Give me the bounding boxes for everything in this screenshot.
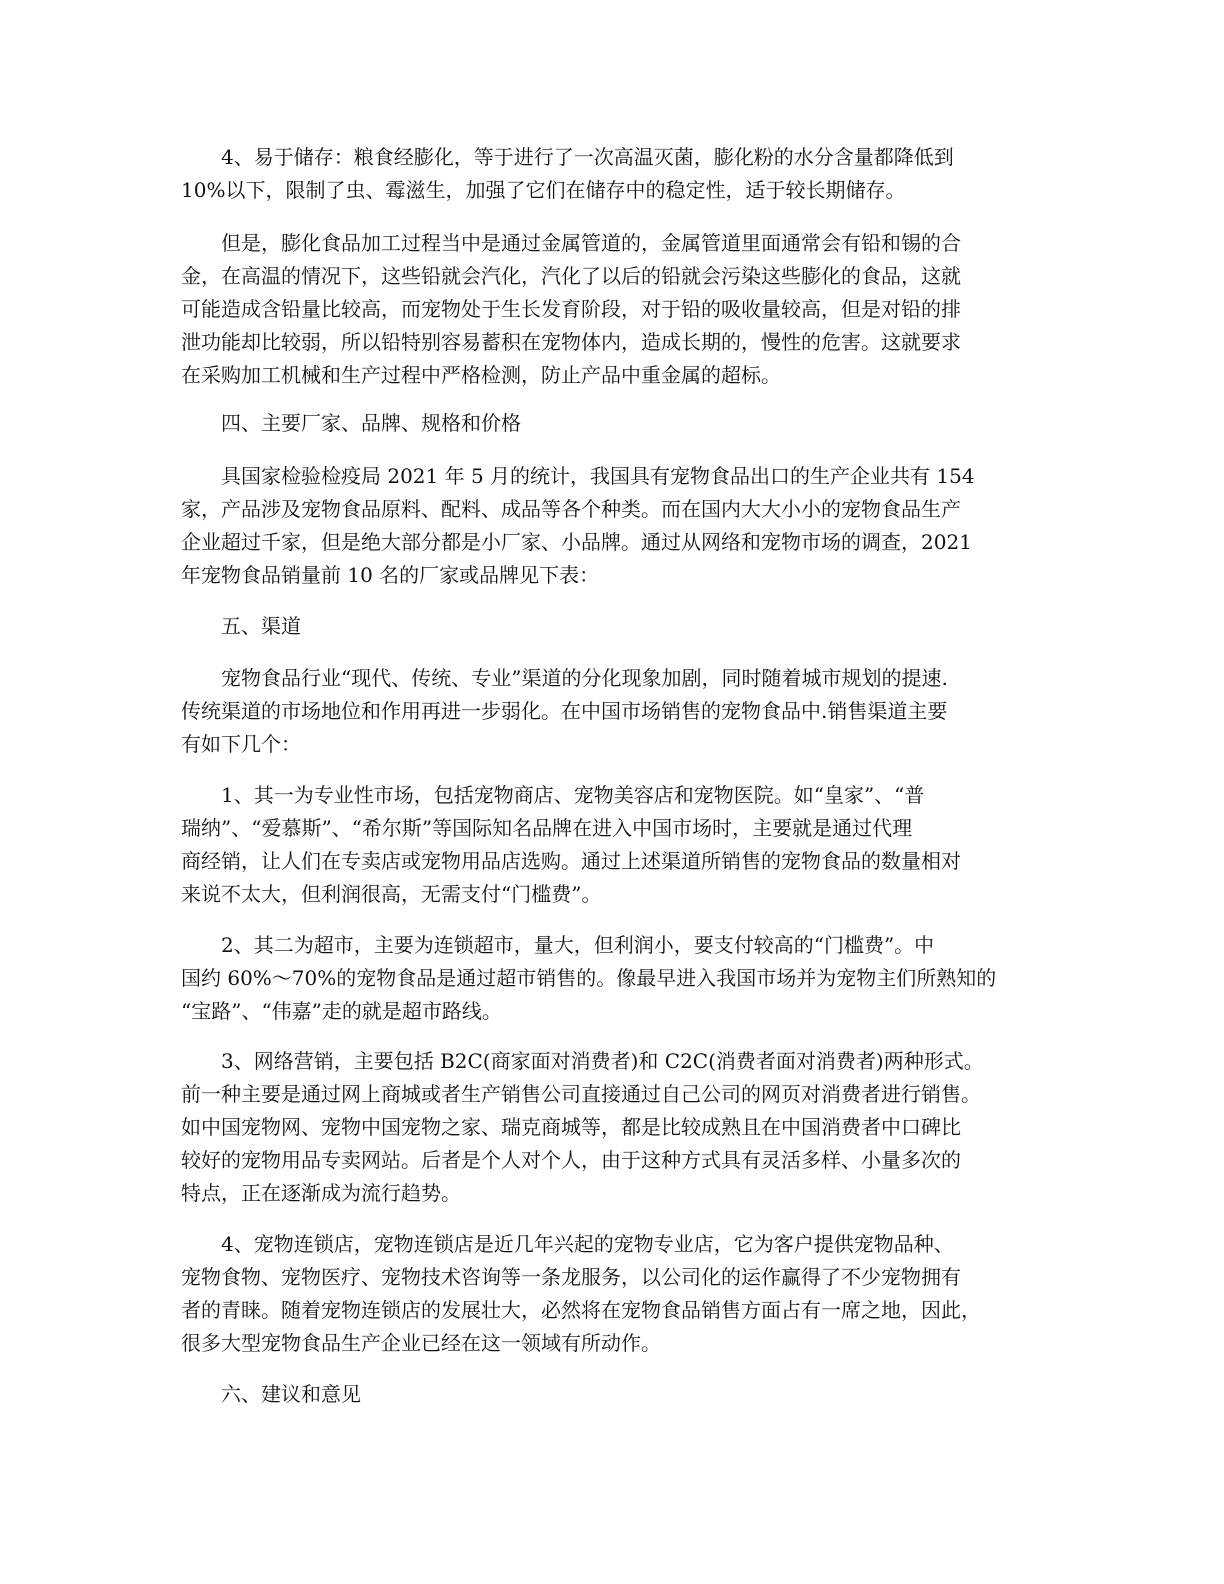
text-line: 较好的宠物用品专卖网站。后者是个人对个人，由于这种方式具有灵活多样、小量多次的 [181, 1148, 961, 1172]
paragraph [181, 929, 1041, 1028]
text-line: 六、建议和意见 [221, 1382, 361, 1406]
paragraph [181, 227, 1041, 392]
text-line: 泄功能却比较弱，所以铅特别容易蓄积在宠物体内，造成长期的，慢性的危害。这就要求 [181, 330, 961, 354]
text-line: 宠物食品行业“现代、传统、专业”渠道的分化现象加剧，同时随着城市规划的提速. [221, 666, 948, 690]
text-line: 国约 60%～70%的宠物食品是通过超市销售的。像最早进入我国市场并为宠物主们所熟知的 [181, 966, 997, 990]
text-line: 但是，膨化食品加工过程当中是通过金属管道的，金属管道里面通常会有铅和锡的合 [221, 231, 961, 255]
text-line: 2、其二为超市，主要为连锁超市，量大，但利润小，要支付较高的“门槛费”。中 [221, 933, 935, 957]
text-line: 4、宠物连锁店，宠物连锁店是近几年兴起的宠物专业店，它为客户提供宠物品种、 [221, 1232, 954, 1256]
text-line: 1、其一为专业性市场，包括宠物商店、宠物美容店和宠物医院。如“皇家”、“普 [221, 783, 925, 807]
paragraph [181, 460, 1041, 592]
paragraph [181, 141, 1041, 207]
text-line: 瑞纳”、“爱慕斯”、“希尔斯”等国际知名品牌在进入中国市场时，主要就是通过代理 [181, 816, 913, 840]
text-line: 前一种主要是通过网上商城或者生产销售公司直接通过自己公司的网页对消费者进行销售。 [181, 1082, 981, 1106]
text-line: 商经销，让人们在专卖店或宠物用品店选购。通过上述渠道所销售的宠物食品的数量相对 [181, 849, 961, 873]
text-line: 特点，正在逐渐成为流行趋势。 [181, 1181, 461, 1205]
text-line: 者的青睐。随着宠物连锁店的发展壮大，必然将在宠物食品销售方面占有一席之地，因此， [181, 1298, 981, 1322]
text-line: 在采购加工机械和生产过程中严格检测，防止产品中重金属的超标。 [181, 363, 781, 387]
text-line: 企业超过千家，但是绝大部分都是小厂家、小品牌。通过从网络和宠物市场的调查，2021 [181, 530, 972, 554]
text-line: 四、主要厂家、品牌、规格和价格 [221, 411, 521, 435]
text-line: 来说不太大，但利润很高，无需支付“门槛费”。 [181, 882, 602, 906]
text-line: 如中国宠物网、宠物中国宠物之家、瑞克商城等，都是比较成熟且在中国消费者中口碑比 [181, 1115, 961, 1139]
section-heading [181, 407, 1041, 440]
section-heading [181, 610, 1041, 643]
text-line: 3、网络营销，主要包括 B2C(商家面对消费者)和 C2C(消费者面对消费者)两种形式。 [221, 1049, 984, 1073]
paragraph [181, 779, 1041, 911]
paragraph [181, 662, 1041, 761]
text-line: 年宠物食品销量前 10 名的厂家或品牌见下表： [181, 563, 600, 587]
paragraph [181, 1228, 1041, 1360]
text-line: 宠物食物、宠物医疗、宠物技术咨询等一条龙服务，以公司化的运作赢得了不少宠物拥有 [181, 1265, 961, 1289]
text-line: 金，在高温的情况下，这些铅就会汽化，汽化了以后的铅就会污染这些膨化的食品，这就 [181, 264, 961, 288]
text-line: 4、易于储存：粮食经膨化，等于进行了一次高温灭菌，膨化粉的水分含量都降低到 [221, 145, 954, 169]
text-line: 家，产品涉及宠物食品原料、配料、成品等各个种类。而在国内大大小小的宠物食品生产 [181, 497, 961, 521]
text-line: “宝路”、“伟嘉”走的就是超市路线。 [181, 999, 502, 1023]
text-line: 五、渠道 [221, 614, 301, 638]
paragraph [181, 1045, 1041, 1210]
text-line: 有如下几个： [181, 732, 301, 756]
section-heading [181, 1378, 1041, 1411]
text-line: 传统渠道的市场地位和作用再进一步弱化。在中国市场销售的宠物食品中.销售渠道主要 [181, 699, 948, 723]
text-line: 很多大型宠物食品生产企业已经在这一领域有所动作。 [181, 1331, 661, 1355]
text-line: 可能造成含铅量比较高，而宠物处于生长发育阶段，对于铅的吸收量较高，但是对铅的排 [181, 297, 961, 321]
text-line: 10%以下，限制了虫、霉滋生，加强了它们在储存中的稳定性，适于较长期储存。 [181, 178, 906, 202]
text-line: 具国家检验检疫局 2021 年 5 月的统计，我国具有宠物食品出口的生产企业共有 154 [221, 464, 975, 488]
